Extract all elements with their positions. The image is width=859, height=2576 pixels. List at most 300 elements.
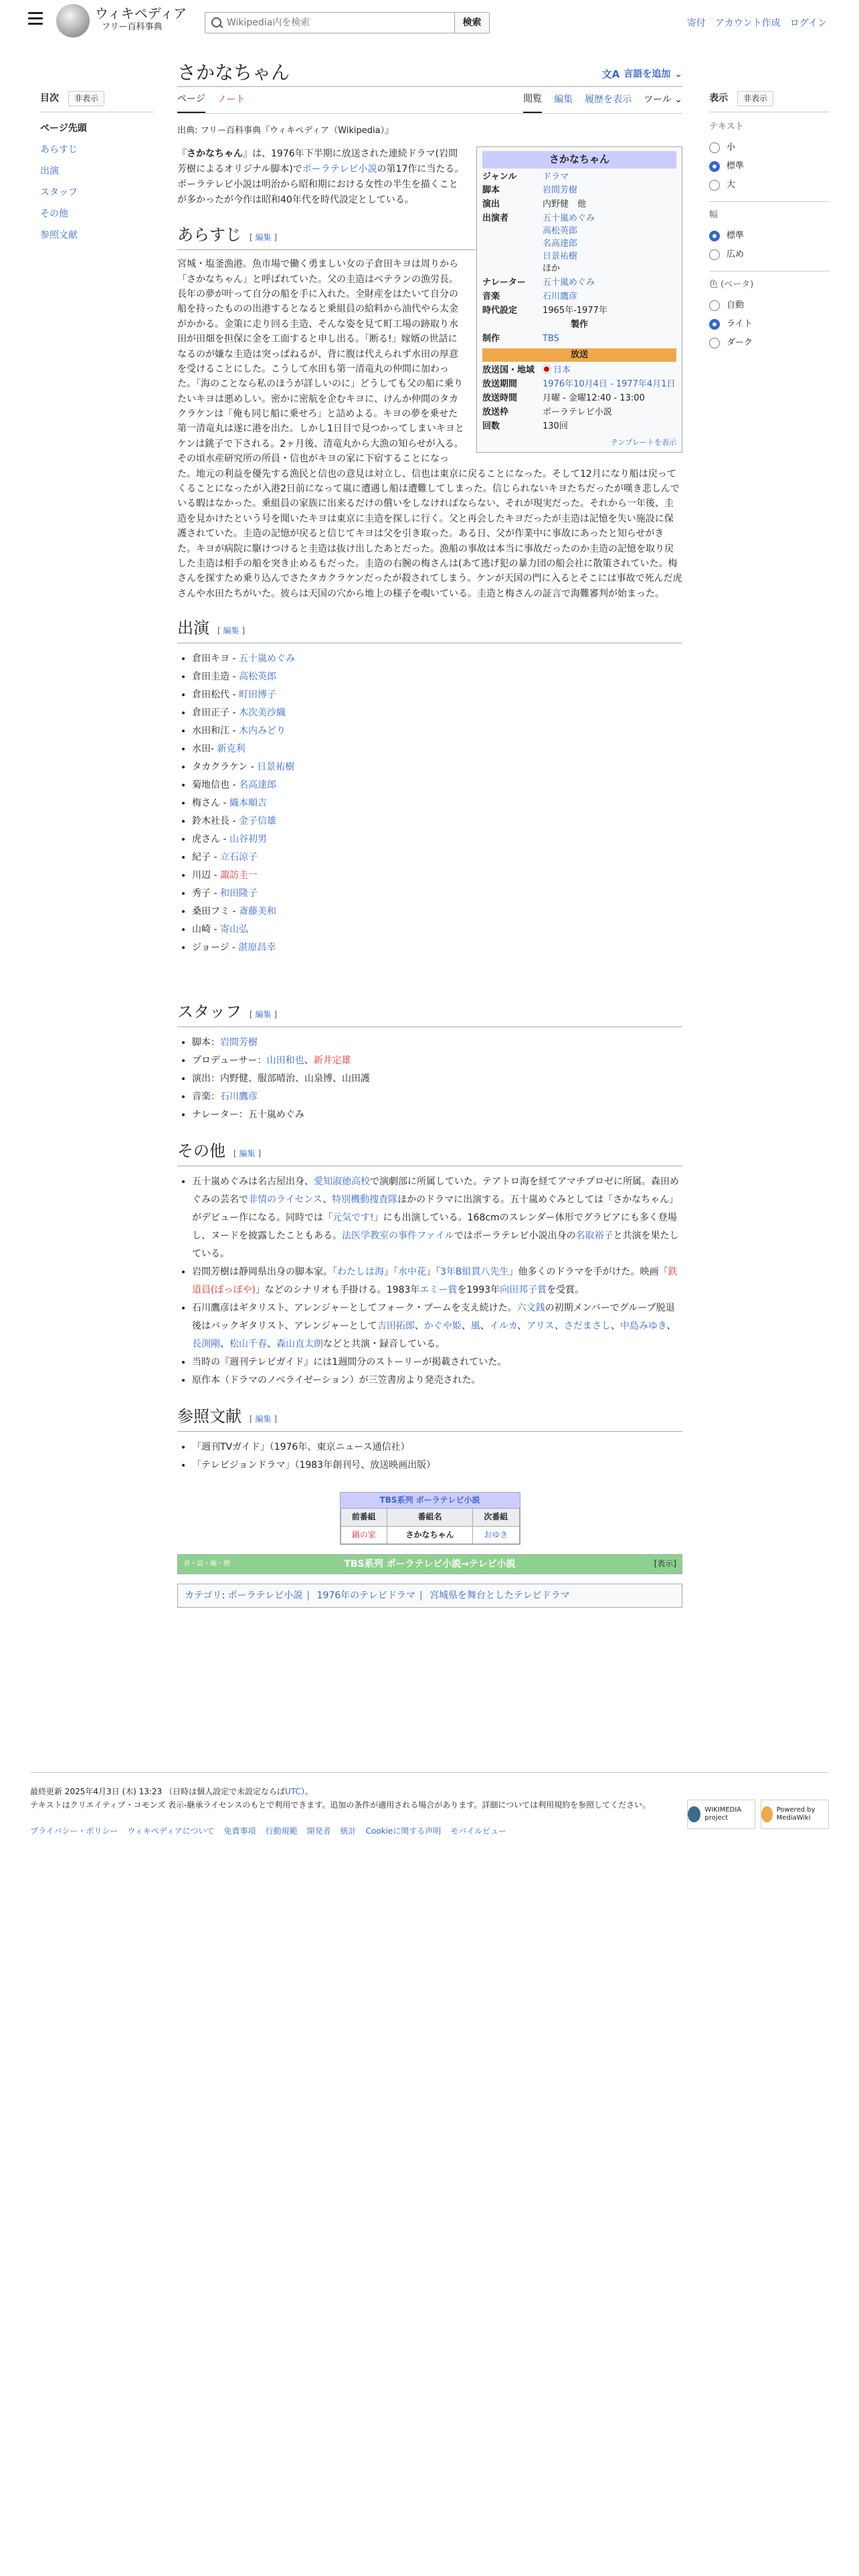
category-label[interactable]: カテゴリ xyxy=(185,1590,222,1601)
cast-role: 山崎 - xyxy=(192,924,220,936)
donate-link[interactable]: 寄付 xyxy=(686,18,706,29)
cast-actor-link[interactable]: 五十嵐めぐみ xyxy=(238,653,295,665)
search-input[interactable] xyxy=(227,13,454,33)
section-heading-cast xyxy=(177,616,682,643)
infobox-label: 放送国・地域 xyxy=(482,365,535,376)
option-label: ダーク xyxy=(727,337,753,348)
cast-role: 鈴木社長 - xyxy=(192,816,239,827)
succession-title[interactable]: TBS系列 ポーラテレビ小説 xyxy=(379,1495,480,1505)
inline-link[interactable]: 吉田拓郎 xyxy=(377,1321,415,1332)
infobox-link[interactable]: 日景祐樹 xyxy=(543,251,578,261)
infobox-value[interactable]: TBS xyxy=(543,333,559,344)
infobox-link[interactable]: 名高達郎 xyxy=(543,238,578,249)
inline-link[interactable]: 3年B組貫八先生 xyxy=(440,1267,509,1278)
logo-wordmark[interactable] xyxy=(95,5,187,33)
text-span: 、 xyxy=(461,1321,471,1332)
text-size-small-option[interactable] xyxy=(709,138,830,157)
text-span: の初期メンバーでグループ脱退後はバックギタリスト、アレンジャーとして xyxy=(192,1303,675,1332)
text-span: の第17作に当たる。 ポーラテレビ小説は明治から昭和期における女性の半生を描くことが多かったが今作は昭和40年代を時代設定としている。 xyxy=(177,163,464,206)
navbox-title[interactable]: TBS系列 ポーラテレビ小説→テレビ小説 xyxy=(344,1558,516,1570)
toc-item-synopsis[interactable]: あらすじ xyxy=(40,144,78,156)
appearance-title: 表示 xyxy=(709,93,728,104)
radio-selected-icon xyxy=(709,319,720,330)
infobox-broadcast-rows xyxy=(482,364,676,433)
cast-actor-link[interactable]: 寄山弘 xyxy=(219,924,248,936)
cast-item xyxy=(192,867,682,885)
text-span: 、 xyxy=(554,1321,564,1332)
cast-role: 川辺 - xyxy=(192,870,220,881)
text-span: で演劇部に所属していた。テアトロ海を経てアマチプロゼに所属。森田めぐみの芸名で xyxy=(192,1176,679,1206)
infobox-value xyxy=(543,213,676,276)
wikipedia-globe-icon[interactable] xyxy=(56,4,90,37)
divider xyxy=(709,201,830,202)
edit-section: [ 編集 ] xyxy=(233,1149,262,1159)
text-span: 原作本（ドラマのノベライゼーション）が三笠書房より発売された。 xyxy=(192,1375,481,1386)
edit-section: [ 編集 ] xyxy=(217,626,246,636)
section-heading-staff xyxy=(177,1000,682,1027)
text-size-large-option[interactable] xyxy=(709,176,830,195)
infobox-value xyxy=(543,364,676,377)
infobox-row xyxy=(482,291,676,304)
text-span: 」他多くのドラマを手がけた。映画「 xyxy=(508,1267,668,1278)
last-updated xyxy=(30,1785,829,1798)
infobox-row xyxy=(482,277,676,290)
infobox-value xyxy=(543,199,676,211)
radio-icon xyxy=(709,142,720,153)
staff-item xyxy=(192,1052,682,1070)
infobox-row xyxy=(482,421,676,433)
infobox-link[interactable]: ドラマ xyxy=(543,171,569,182)
inline-link[interactable]: 石川鷹彦 xyxy=(220,1091,258,1103)
text-span: を受賞。 xyxy=(547,1285,585,1296)
footer-link[interactable]: 統計 xyxy=(340,1826,357,1836)
cast-actor-link[interactable]: 諏訪圭一 xyxy=(219,870,258,881)
tab-talk[interactable]: ノート xyxy=(217,94,246,106)
infobox-text: 月曜 - 金曜12:40 - 13:00 xyxy=(543,393,645,404)
add-language-button[interactable] xyxy=(602,66,682,82)
cast-actor-link[interactable]: 斎藤美和 xyxy=(238,906,276,918)
infobox-label: 制作 xyxy=(482,333,500,344)
radio-icon xyxy=(709,180,720,191)
text-span: プロデューサー： xyxy=(192,1055,267,1067)
chevron-down-icon: ⌄ xyxy=(674,68,682,80)
search-button[interactable]: 検索 xyxy=(454,13,489,33)
cast-actor-link[interactable]: 名高達郎 xyxy=(238,780,276,791)
text-span: 石川鷹彦はギタリスト、アレンジャーとしてフォーク・ブームを支え続けた。 xyxy=(192,1303,517,1314)
footer-link[interactable]: プライバシー・ポリシー xyxy=(30,1826,118,1836)
inline-link[interactable]: 鉄道員(ぽっぽや) xyxy=(192,1267,678,1296)
infobox-row xyxy=(482,364,676,377)
infobox-label: 放送時間 xyxy=(482,393,518,404)
inline-link[interactable]: さだまさし xyxy=(563,1321,611,1332)
edit-section: [ 編集 ] xyxy=(250,233,278,243)
wikimedia-icon xyxy=(688,1806,700,1822)
infobox-row xyxy=(482,185,676,197)
footer-link[interactable]: 免責事項 xyxy=(223,1826,256,1836)
text-span: 、 xyxy=(666,1321,676,1332)
radio-selected-icon xyxy=(709,231,720,241)
infobox-row xyxy=(482,379,676,391)
toc-item-top[interactable]: ページ先頭 xyxy=(40,123,87,134)
section-heading-other xyxy=(177,1139,682,1166)
edit-link[interactable]: 編集 xyxy=(239,1149,256,1159)
cast-list xyxy=(192,650,682,957)
infobox-link[interactable]: 高松英郎 xyxy=(543,225,578,236)
menu-icon[interactable] xyxy=(28,12,43,25)
title-row xyxy=(177,56,682,87)
appearance-panel xyxy=(709,91,830,352)
infobox-row xyxy=(482,393,676,405)
tab-edit[interactable]: 編集 xyxy=(554,94,573,106)
inline-link[interactable]: 向田邦子賞 xyxy=(500,1285,547,1296)
infobox-link[interactable]: 五十嵐めぐみ xyxy=(543,278,595,288)
cast-item xyxy=(192,849,682,867)
infobox-row xyxy=(482,333,676,346)
list-item: • 「テレビジョンドラマ」（1983年創刊号、放送映画出版） xyxy=(192,1457,682,1475)
infobox-link[interactable]: 石川鷹彦 xyxy=(543,292,578,302)
infobox-broadcast-heading: 放送 xyxy=(482,348,676,362)
text-span: 五十嵐めぐみは名古屋出身、 xyxy=(192,1176,314,1188)
cast-role: 虎さん - xyxy=(192,834,229,845)
category-link[interactable]: 1976年のテレビドラマ xyxy=(316,1590,415,1601)
template-link[interactable]: テンプレートを表示 xyxy=(610,437,676,447)
toc-header xyxy=(40,91,154,112)
cast-role: 水田- xyxy=(192,744,217,755)
inline-link[interactable]: わたしは海 xyxy=(337,1267,384,1278)
infobox-link[interactable]: 1976年10月4日 - 1977年4月1日 xyxy=(543,379,676,390)
infobox-row xyxy=(482,305,676,318)
text-size-heading: テキスト xyxy=(709,122,744,132)
text-span: 、 xyxy=(220,1339,229,1350)
text-span: を1993年 xyxy=(457,1285,500,1296)
toc-item-staff[interactable]: スタッフ xyxy=(40,187,78,199)
option-label: 小 xyxy=(727,142,736,152)
cast-actor-link[interactable]: 立石涼子 xyxy=(219,852,258,863)
text-span: 」「 xyxy=(426,1267,440,1278)
infobox-row xyxy=(482,171,676,184)
logo-title: ウィキペディア xyxy=(95,5,187,21)
cast-actor-link[interactable]: 湛原昌幸 xyxy=(238,942,276,954)
color-auto-option[interactable] xyxy=(709,296,830,315)
last-updated-end: ）。 xyxy=(300,1787,313,1796)
heading-text: その他 xyxy=(177,1142,225,1161)
succession-box xyxy=(340,1492,520,1545)
cast-role: 梅さん - xyxy=(192,798,229,809)
staff-list xyxy=(192,1034,682,1124)
color-light-option[interactable] xyxy=(709,315,830,334)
inline-link[interactable]: 長渕剛 xyxy=(192,1339,220,1350)
infobox-text: ポーラテレビ小説 xyxy=(543,407,612,417)
toc-hide-button[interactable]: 非表示 xyxy=(68,91,104,106)
staff-item xyxy=(192,1070,682,1088)
text-span: 、 xyxy=(610,1321,620,1332)
infobox-production-heading: 製作 xyxy=(570,319,588,330)
navbox-show-toggle[interactable]: [表示] xyxy=(654,1559,676,1569)
appearance-hide-button[interactable]: 非表示 xyxy=(737,91,773,106)
edit-link[interactable]: 編集 xyxy=(223,626,240,636)
cast-role: 倉田圭造 - xyxy=(192,671,239,683)
cast-item xyxy=(192,813,682,831)
login-link[interactable]: ログイン xyxy=(789,18,827,29)
utc-link[interactable]: UTC xyxy=(285,1787,301,1796)
inline-link[interactable]: 六文銭 xyxy=(516,1303,545,1314)
footer-badges xyxy=(687,1800,829,1829)
cast-actor-link[interactable]: 町田博子 xyxy=(238,689,276,701)
infobox-value xyxy=(543,421,676,433)
heading-text: 出演 xyxy=(177,619,209,638)
cast-role: 菊地信也 - xyxy=(192,780,239,791)
color-dark-option[interactable] xyxy=(709,334,830,352)
search-box xyxy=(205,12,490,33)
inline-link[interactable]: 愛知淑徳高校 xyxy=(314,1176,370,1188)
footer xyxy=(30,1772,829,1838)
cast-item xyxy=(192,794,682,813)
text-span: 岩間芳樹は静岡県出身の脚本家。「 xyxy=(192,1267,337,1278)
other-item xyxy=(192,1263,682,1299)
infobox-link[interactable]: 岩間芳樹 xyxy=(543,185,578,196)
tools-label: ツール xyxy=(644,94,672,106)
chevron-down-icon: ⌄ xyxy=(674,94,682,106)
badge-label: Powered by MediaWiki xyxy=(776,1806,816,1822)
infobox-title: さかなちゃん xyxy=(482,151,676,169)
edit-link[interactable]: 編集 xyxy=(255,1010,272,1020)
cast-item xyxy=(192,885,682,903)
cast-item xyxy=(192,939,682,957)
text-span: 、 xyxy=(480,1321,490,1332)
edit-section: [ 編集 ] xyxy=(250,1414,278,1424)
cast-item xyxy=(192,776,682,794)
synopsis-text: 宮城・塩釜漁港。魚市場で働く勇ましい女の子倉田キヨは周りから「さかなちゃん」と呼ばれていた。父の圭造はベテランの漁労長。長年の夢が叶って自分の船を手に入れた。全財産をはたいて自分の船を持ったものの出港するとなると乗組員の給料から油代やら太金がかかる。金策に走り回る圭造、そんな姿を見て町工場の跡取り水田が田畑を担保に金を工面すると申し出る。「断る!」嫁婿の世話になるのが嫌な圭造は突っぱねるが、背に腹は代えられず水田の厚意を受けることにした。こうして水田も第一清竜丸の仲間に加わった。「海のことなら私のほうが詳しいのに」どうしても父の船に乗りたいキヨは悪めしい。密かに密航を企むキヨに、けんか仲間のタカクラケンは「俺も同じ船に乗せろ」と詰めよる。キヨの夢を乗せた第一清竜丸は遂に港を出た。しかし1日目で見つかってしまいキヨとケンは銚子で下される。2ヶ月後、清竜丸から大漁の知らせが入る。その頃水産研究所の所員・信也がキヨの家に下宿することになった。地元の利益を優先する漁民と信也の意見は対立し、信也は東京に戻ることになった。そして12月になり船は戻ってくることになったが入港2日前になって嵐に遭遇し船は遭難してしまった。信じられないキヨたちだったが嘆き悲しんでいる暇はなかった。乗組員の家族に出来るだけの償いをしなければならない、それが現実だった。それから一年後、圭造を見かけたという号を聞いたキヨは東京に圭造を探しに行く。父と再会したキヨだったが圭造は記憶を失い施設に保護されていた。圭造の記憶が戻ると信じてキヨは父を引き取った。ある日、父が作業中に事故にあったと知らせがきた。キヨが病院に駆けつけると圭造は抜け出したあとだった。漁船の事故は本当に事故だったのか圭造の記憶を取り戻した圭造は相手の船を突き止めるもだった。圭造の右腕の梅さんは(あて逃げ犯の暴力団の船会社に散策されていた。梅さんを探すため乗り込んでさたタカクラケンだったが殺されてしまう。ケンが天国の門に入るとそこには事故で死んだ虎さんや水田たちがいた。彼らは天国の穴から地上の様子を覗いている。圭造と梅さんの証言で海難審判が始まった。 xyxy=(177,259,682,599)
japan-flag-icon xyxy=(543,365,551,373)
succession-table xyxy=(341,1508,520,1543)
text-span: 、 xyxy=(517,1321,527,1332)
other-item xyxy=(192,1173,682,1263)
cast-role: 倉田キヨ - xyxy=(192,653,239,665)
text-size-standard-option[interactable] xyxy=(709,157,830,176)
infobox-label: 時代設定 xyxy=(482,305,518,316)
category-link[interactable]: ポーラテレビ小説 xyxy=(227,1590,303,1601)
option-label: 標準 xyxy=(727,230,745,241)
inline-link[interactable]: 中島みゆき xyxy=(619,1321,667,1332)
text-span: 脚本： xyxy=(192,1037,220,1049)
cast-actor-link[interactable]: 新克利 xyxy=(217,744,246,755)
infobox-rows xyxy=(482,171,676,318)
infobox-value xyxy=(543,407,676,419)
navbox-vte-links[interactable]: 表・話・編・歴 xyxy=(183,1560,230,1568)
edit-section: [ 編集 ] xyxy=(250,1010,278,1020)
badge-label: WIKIMEDIA project xyxy=(704,1806,742,1822)
cast-actor-link[interactable]: 木次美沙織 xyxy=(238,708,286,719)
tab-tools[interactable] xyxy=(644,87,682,113)
cast-actor-link[interactable]: 山谷初男 xyxy=(229,834,267,845)
infobox-text: 内野健 他 xyxy=(543,199,587,210)
article-body xyxy=(177,146,682,1608)
inline-link[interactable]: 非情のライセンス xyxy=(248,1194,323,1206)
cast-item xyxy=(192,722,682,740)
edit-link[interactable]: 編集 xyxy=(255,233,272,243)
cast-item xyxy=(192,650,682,668)
inline-link[interactable]: イルカ xyxy=(489,1321,518,1332)
inline-link[interactable]: 新井定雄 xyxy=(313,1055,351,1067)
text-span: ではポーラテレビ小説出身の xyxy=(454,1230,576,1242)
next-program-link[interactable]: おゆき xyxy=(484,1529,508,1539)
inline-link[interactable]: かぐや姫 xyxy=(423,1321,462,1332)
text-span: 」などのシナリオも手掛ける。1983年 xyxy=(255,1285,420,1296)
staff-item xyxy=(192,1088,682,1106)
infobox-link[interactable]: 五十嵐めぐみ xyxy=(543,213,595,224)
cast-actor-link[interactable]: 木内みどり xyxy=(238,726,286,737)
infobox-label: 出演者 xyxy=(482,213,509,224)
cast-item xyxy=(192,704,682,722)
text-span: 、 xyxy=(304,1055,314,1067)
cast-actor-link[interactable]: 織本順吉 xyxy=(229,798,267,809)
cast-item xyxy=(192,686,682,704)
infobox-link[interactable]: 日本 xyxy=(553,365,571,376)
infobox-label: 音楽 xyxy=(482,292,500,302)
tab-page[interactable]: ページ xyxy=(177,87,205,113)
text-span: 『 xyxy=(177,148,187,159)
cast-role: タカクラケン - xyxy=(192,762,258,773)
footer-link[interactable]: モバイルビュー xyxy=(450,1826,507,1836)
col-title: 番組名 xyxy=(387,1509,473,1526)
staff-item xyxy=(192,1106,682,1124)
infobox-label: 放送期間 xyxy=(482,379,518,390)
cast-role: 倉田正子 - xyxy=(192,708,239,719)
radio-icon xyxy=(709,338,720,348)
other-item xyxy=(192,1299,682,1354)
language-icon: 文A xyxy=(601,68,620,80)
other-item xyxy=(192,1372,682,1390)
cast-actor-link[interactable]: 金子信雄 xyxy=(238,816,276,827)
last-updated-text: 最終更新 2025年4月3日 (木) 13:23 （日時は個人設定で未設定ならば xyxy=(30,1787,286,1796)
tab-read[interactable]: 閲覧 xyxy=(523,87,542,113)
inline-link[interactable]: 特別機動捜査隊 xyxy=(332,1194,398,1206)
other-item xyxy=(192,1354,682,1372)
prev-program-link[interactable]: 鍋の家 xyxy=(351,1529,376,1539)
add-language-label: 言語を追加 xyxy=(624,68,671,80)
divider xyxy=(709,271,830,272)
infobox-value xyxy=(543,171,676,184)
text-span: などと共演・録音している。 xyxy=(323,1339,445,1350)
toc-title: 目次 xyxy=(40,93,59,104)
references-list xyxy=(192,1438,682,1475)
mediawiki-icon xyxy=(761,1806,773,1822)
staff-item xyxy=(192,1034,682,1052)
tab-history[interactable]: 履歴を表示 xyxy=(585,94,632,106)
infobox-label: 回数 xyxy=(482,421,500,431)
infobox-value xyxy=(543,305,676,318)
text-span: 演出：内野健、服部晴治、山泉博、山田護 xyxy=(192,1073,370,1085)
color-heading: 色 (ベータ) xyxy=(709,279,754,290)
radio-icon xyxy=(709,249,720,260)
width-heading: 幅 xyxy=(709,209,719,220)
inline-link[interactable]: エミー賞 xyxy=(419,1285,458,1296)
cast-role: 秀子 - xyxy=(192,888,220,899)
inline-link[interactable]: 名取裕子 xyxy=(575,1230,613,1242)
inline-link[interactable]: 森山直太朗 xyxy=(276,1339,323,1350)
infobox-value xyxy=(543,277,676,290)
cast-item xyxy=(192,831,682,849)
inline-link[interactable]: 松山千春 xyxy=(229,1339,267,1350)
site-tagline: 出典: フリー百科事典『ウィキペディア（Wikipedia）』 xyxy=(177,126,394,136)
infobox-value xyxy=(543,393,676,405)
text-span: 音楽： xyxy=(192,1091,220,1103)
current-program: さかなちゃん xyxy=(387,1526,473,1543)
inline-link[interactable]: 元気です! xyxy=(332,1212,374,1224)
footer-link[interactable]: 行動規範 xyxy=(265,1826,298,1836)
cast-actor-link[interactable]: 和田隆子 xyxy=(219,888,258,899)
license-text: テキストはクリエイティブ・コモンズ 表示-継承ライセンスのもとで利用できます。追加の条件が適用される場合があります。詳細については利用規約を参照してください。 xyxy=(30,1800,651,1810)
create-account-link[interactable]: アカウント作成 xyxy=(714,18,781,29)
mediawiki-badge[interactable] xyxy=(761,1800,829,1829)
infobox-row xyxy=(482,407,676,419)
edit-link[interactable]: 編集 xyxy=(255,1414,272,1424)
footer-link[interactable]: ウィキペディアについて xyxy=(127,1826,215,1836)
text-span: 、 xyxy=(267,1339,276,1350)
option-label: ライト xyxy=(727,318,753,329)
col-next: 次番組 xyxy=(472,1509,519,1526)
infobox-row xyxy=(482,213,676,276)
footer-link[interactable]: Cookieに関する声明 xyxy=(365,1826,442,1836)
infobox-text: 1965年-1977年 xyxy=(543,305,607,316)
infobox-value xyxy=(543,185,676,197)
text-span: ほかのドラマに出演する。五十嵐めぐみとしては「さかなちゃん」がデビュー作になる。同時では「 xyxy=(192,1194,679,1224)
width-standard-option[interactable] xyxy=(709,227,830,245)
heading-text: スタッフ xyxy=(177,1002,242,1022)
footer-link[interactable]: 開発者 xyxy=(306,1826,331,1836)
cast-role: 桑田フミ - xyxy=(192,906,239,918)
cast-item xyxy=(192,740,682,758)
list-item: • 「週刊TVガイド」（1976年、東京ニュース通信社） xyxy=(192,1438,682,1457)
inline-link[interactable]: 法医学教室の事件ファイル xyxy=(342,1230,454,1242)
inline-link[interactable]: 風 xyxy=(470,1321,480,1332)
wikimedia-badge[interactable] xyxy=(687,1800,755,1829)
infobox-label: ナレーター xyxy=(482,278,526,288)
infobox-label: 脚本 xyxy=(482,185,500,196)
toc-item-references[interactable]: 参照文献 xyxy=(40,230,78,241)
other-list xyxy=(192,1173,682,1390)
toc-item-other[interactable]: その他 xyxy=(40,209,68,220)
appearance-header xyxy=(709,91,830,112)
inline-link[interactable]: 水中花 xyxy=(398,1267,426,1278)
cast-item xyxy=(192,758,682,776)
navbox xyxy=(177,1554,682,1574)
main-content xyxy=(177,56,682,1608)
inline-link[interactable]: ポーラテレビ小説 xyxy=(302,163,377,175)
category-link[interactable]: 宮城県を舞台としたテレビドラマ xyxy=(430,1590,570,1601)
inline-link[interactable]: 岩間芳樹 xyxy=(220,1037,258,1049)
cast-role: 水田和江 - xyxy=(192,726,239,737)
option-label: 自動 xyxy=(727,300,745,310)
cast-actor-link[interactable]: 高松英郎 xyxy=(238,671,276,683)
text-span: 当時の『週刊テレビガイド』には1週間分のストーリーが掲載されていた。 xyxy=(192,1357,507,1368)
cast-actor-link[interactable]: 日景祐樹 xyxy=(257,762,295,773)
option-label: 大 xyxy=(727,179,736,190)
section-heading-references xyxy=(177,1404,682,1432)
infobox xyxy=(476,146,682,453)
heading-text: 参照文献 xyxy=(177,1407,242,1426)
logo-subtitle: フリー百科事典 xyxy=(102,22,163,32)
width-wide-option[interactable] xyxy=(709,245,830,264)
inline-link[interactable]: 山田和也 xyxy=(266,1055,304,1067)
infobox-value xyxy=(543,291,676,304)
cast-item xyxy=(192,668,682,686)
search-icon xyxy=(205,13,227,33)
toc-item-cast[interactable]: 出演 xyxy=(40,166,59,177)
text-span: 、 xyxy=(322,1194,332,1206)
inline-link[interactable]: アリス xyxy=(527,1321,555,1332)
category-links: カテゴリ: ポーラテレビ小説 | 1976年のテレビドラマ | 宮城県を舞台としたテレビドラマ xyxy=(177,1584,682,1608)
